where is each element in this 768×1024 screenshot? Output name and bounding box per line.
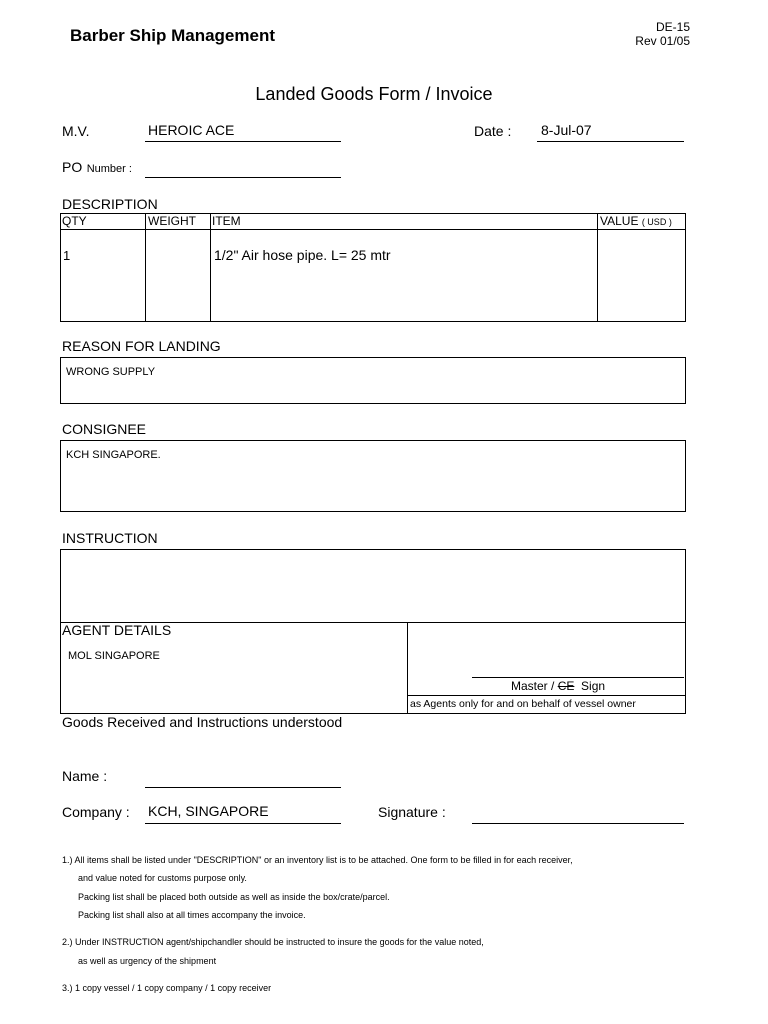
column-header-qty: QTY	[62, 214, 87, 228]
receipt-statement: Goods Received and Instructions understood	[62, 714, 343, 730]
mv-label: M.V.	[62, 123, 90, 139]
mv-underline	[145, 141, 341, 142]
note-line: Packing list shall also at all times accompany the invoice.	[78, 910, 306, 920]
value-unit: ( USD )	[641, 217, 672, 227]
mv-value: HEROIC ACE	[148, 122, 235, 138]
sign-suffix: Sign	[581, 679, 606, 693]
po-underline	[145, 177, 341, 178]
po-number-label: Number :	[86, 163, 132, 175]
date-underline	[537, 141, 684, 142]
company-value: KCH, SINGAPORE	[148, 803, 269, 819]
agent-sign-note: as Agents only for and on behalf of vessel owner	[410, 698, 636, 710]
company-underline	[145, 823, 341, 824]
description-header-divider	[60, 229, 686, 230]
consignee-heading: CONSIGNEE	[62, 421, 147, 437]
note-line: as well as urgency of the shipment	[78, 956, 217, 966]
reason-heading: REASON FOR LANDING	[62, 338, 221, 354]
note-line: 2.) Under INSTRUCTION agent/shipchandler should be instructed to insure the goods for the value noted,	[62, 937, 484, 947]
signature-underline	[472, 823, 684, 824]
row-item: 1/2" Air hose pipe. L= 25 mtr	[214, 247, 391, 263]
note-line: Packing list shall be placed both outside as well as inside the box/crate/parcel.	[78, 892, 390, 902]
agent-heading: AGENT DETAILS	[62, 622, 172, 638]
name-label: Name :	[62, 768, 108, 784]
column-divider-value	[597, 213, 598, 322]
page-title: Landed Goods Form / Invoice	[255, 84, 493, 104]
date-label: Date :	[474, 123, 512, 139]
description-heading: DESCRIPTION	[62, 196, 158, 212]
signature-label: Signature :	[378, 804, 446, 820]
name-underline	[145, 787, 341, 788]
revision: Rev 01/05	[635, 34, 690, 48]
sign-struck-text: CE	[557, 679, 575, 693]
po-label-group	[62, 159, 132, 177]
agent-column-divider	[407, 622, 408, 714]
note-line: and value noted for customs purpose only.	[78, 873, 247, 883]
consignee-text: KCH SINGAPORE.	[66, 449, 161, 461]
po-label: PO	[62, 159, 83, 175]
reason-text: WRONG SUPPLY	[66, 366, 156, 378]
agent-sign-divider	[407, 695, 686, 696]
sign-prefix: Master /	[511, 679, 558, 693]
agent-text: MOL SINGAPORE	[68, 650, 160, 662]
column-header-item: ITEM	[212, 214, 241, 228]
column-divider-weight	[145, 213, 146, 322]
row-qty: 1	[63, 248, 71, 263]
master-sign-line	[472, 677, 684, 678]
master-sign-label	[511, 679, 605, 693]
column-header-value	[600, 214, 672, 228]
document-id	[635, 20, 690, 48]
date-value: 8-Jul-07	[541, 122, 592, 138]
company-name: Barber Ship Management	[70, 26, 275, 45]
company-label: Company :	[62, 804, 130, 820]
note-line: 1.) All items shall be listed under "DESCRIPTION" or an inventory list is to be attached. One form to be filled in for each receiver,	[62, 855, 573, 865]
column-divider-item	[210, 213, 211, 322]
value-label: VALUE	[600, 214, 639, 228]
column-header-weight: WEIGHT	[148, 214, 196, 228]
reason-box	[60, 357, 686, 404]
note-line: 3.) 1 copy vessel / 1 copy company / 1 copy receiver	[62, 983, 272, 993]
instruction-heading: INSTRUCTION	[62, 530, 158, 546]
doc-code: DE-15	[655, 20, 690, 34]
